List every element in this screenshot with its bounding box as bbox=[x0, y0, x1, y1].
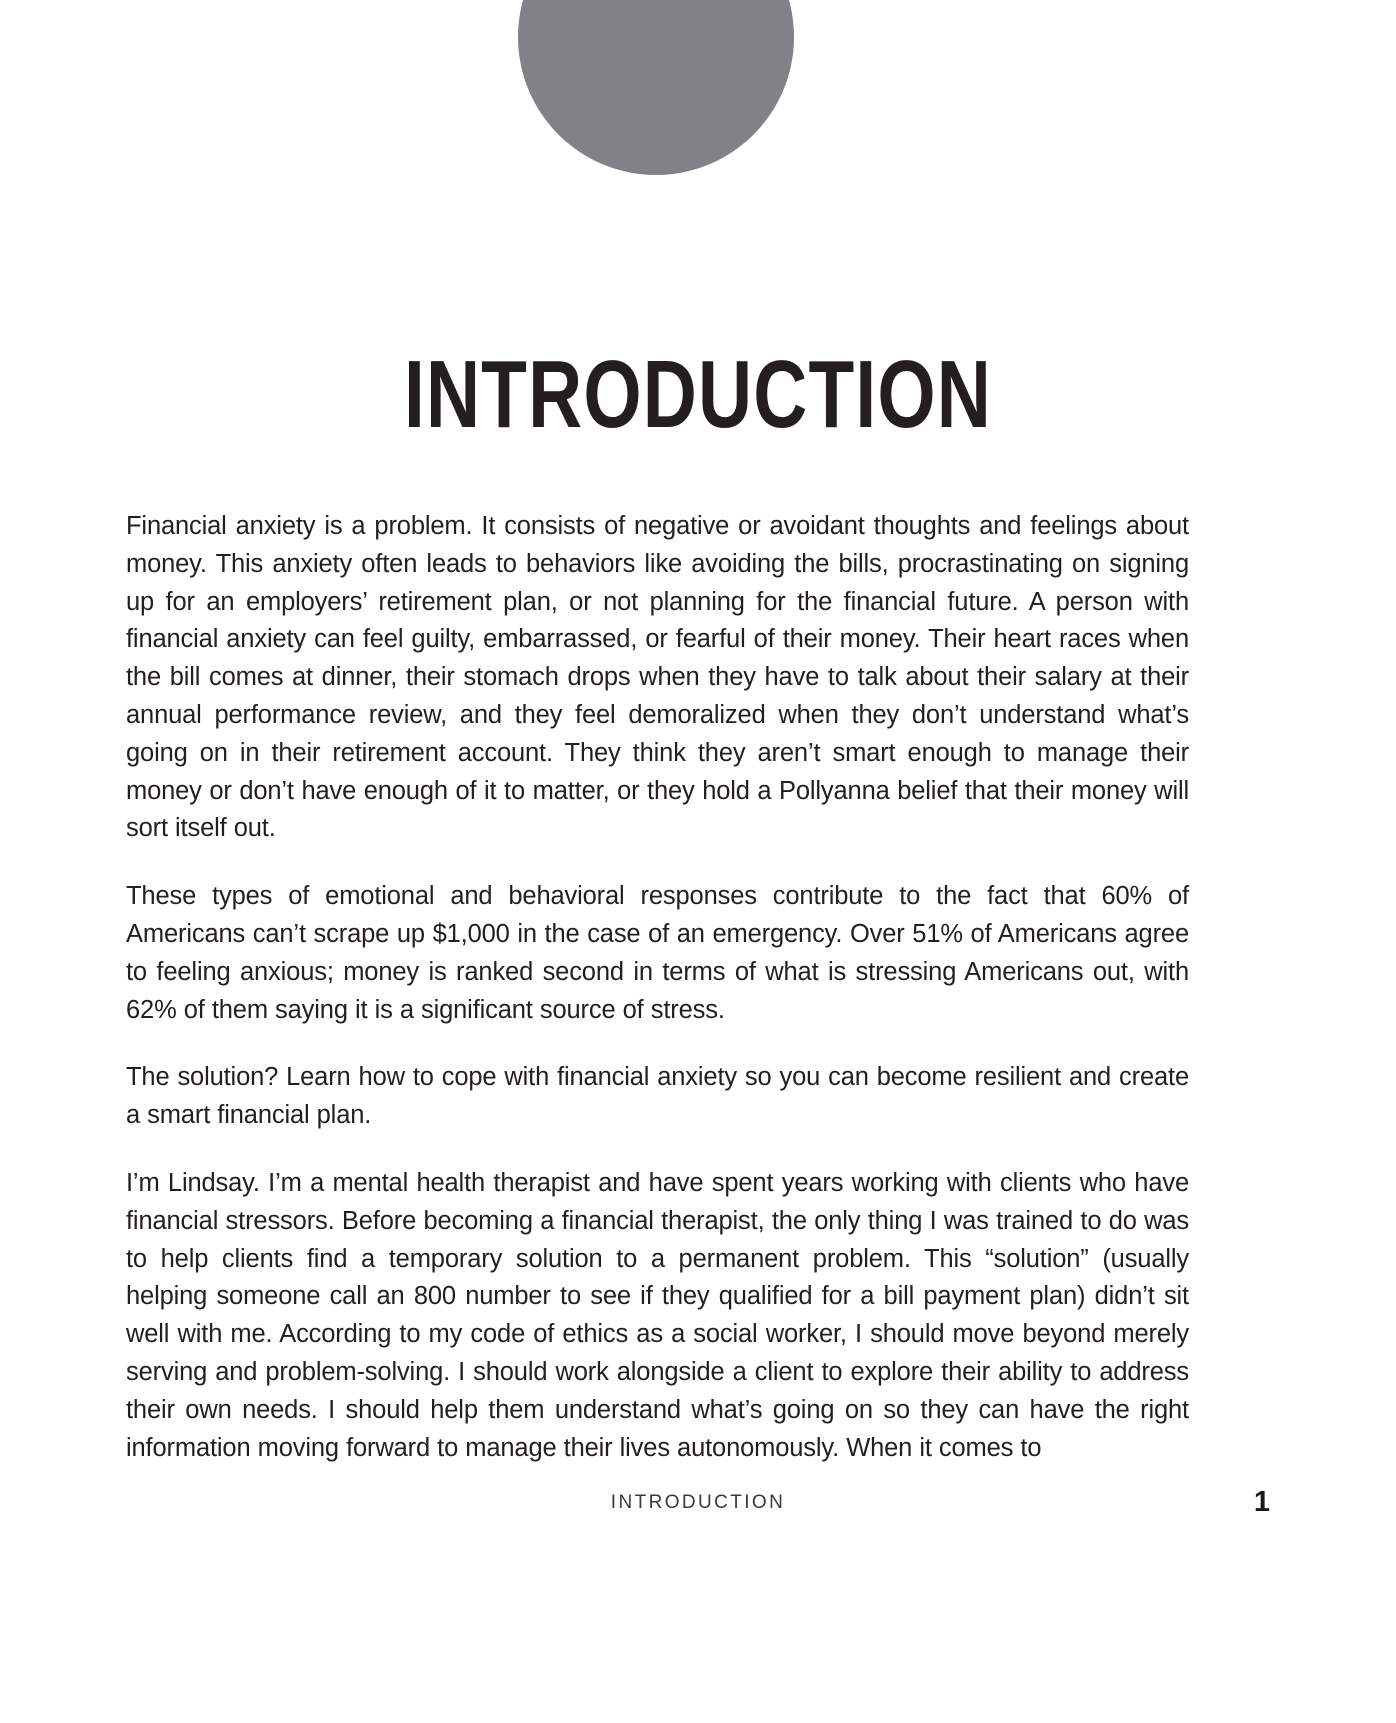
footer-chapter-label: INTRODUCTION bbox=[610, 1492, 786, 1513]
body-text-column bbox=[126, 508, 1189, 1467]
page-footer bbox=[126, 1486, 1270, 1526]
paragraph: Financial anxiety is a problem. It consists of negative or avoidant thoughts and feelings about money. This anxiety often leads to behaviors like avoiding the bills, procrastinating on signing up for an employers’ retirement plan, or not planning for the financial future. A person with financial anxiety can feel guilty, embarrassed, or fearful of their money. Their heart races when the bill comes at dinner, their stomach drops when they have to talk about their salary at their annual performance review, and they feel demoralized when they don’t understand what’s going on in their retirement account. They think they aren’t smart enough to manage their money or don’t have enough of it to matter, or they hold a Pollyanna belief that their money will sort itself out. bbox=[126, 512, 1189, 843]
page-number: 1 bbox=[1253, 1486, 1270, 1518]
page-title: INTRODUCTION bbox=[403, 341, 993, 449]
paragraph: I’m Lindsay. I’m a mental health therapist and have spent years working with clients who have financial stressors. Before becoming a financial therapist, the only thing I was trained to do was to help clients find a temporary solution to a permanent problem. This “solution” (usually helping someone call an 800 number to see if they qualified for a bill payment plan) didn’t sit well with me. According to my code of ethics as a social worker, I should move beyond merely serving and problem-solving. I should work alongside a client to explore their ability to address their own needs. I should help them understand what’s going on so they can have the right information moving forward to manage their lives autonomously. When it comes to bbox=[126, 1168, 1189, 1462]
paragraph: The solution? Learn how to cope with financial anxiety so you can become resilient and create a smart financial plan. bbox=[126, 1063, 1189, 1130]
paragraph: These types of emotional and behavioral responses contribute to the fact that 60% of Americans can’t scrape up $1,000 in the case of an emergency. Over 51% of Americans agree to feeling anxious; money is ranked second in terms of what is stressing Americans out, with 62% of them saying it is a significant source of stress. bbox=[126, 882, 1189, 1024]
gray-circle-decoration bbox=[518, 0, 794, 175]
